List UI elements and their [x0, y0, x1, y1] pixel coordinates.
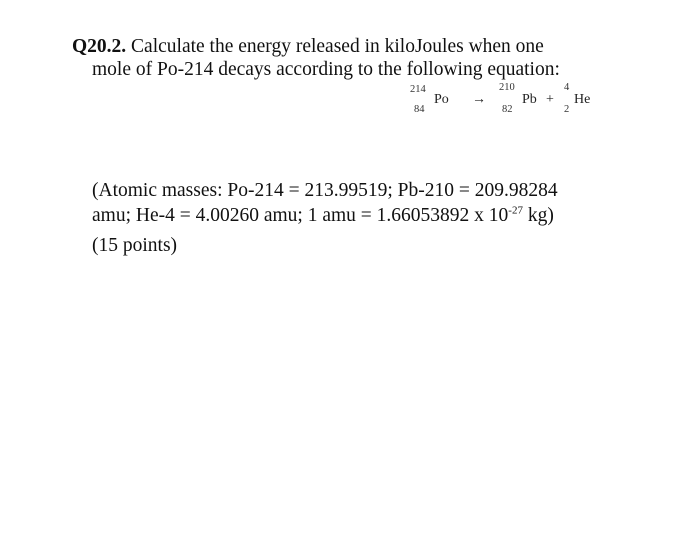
question-text-1: Calculate the energy released in kiloJoules when one [126, 36, 544, 57]
atomic-masses-line-2 [92, 205, 554, 227]
product2-atomic: 2 [564, 104, 570, 115]
atomic-masses-text-1: (Atomic masses: Po-214 = 213.99519; Pb-210 = 209.98284 [92, 180, 558, 201]
atomic-masses-text-3: kg) [522, 205, 554, 226]
decay-equation [408, 80, 608, 120]
question-line-2 [92, 59, 560, 81]
question-number: Q20.2. [72, 36, 127, 57]
question-line-1 [72, 36, 544, 58]
product2-mass: 4 [564, 82, 570, 93]
atomic-masses-text-2: amu; He-4 = 4.00260 amu; 1 amu = 1.66053892 x 10 [92, 205, 509, 226]
exponent: -27 [508, 204, 523, 217]
arrow-icon: → [472, 92, 486, 107]
product1-mass: 210 [499, 82, 515, 93]
product1-symbol: Pb [522, 92, 537, 107]
product2-symbol: He [574, 92, 591, 107]
product1-atomic: 82 [502, 104, 513, 115]
question-text-2: mole of Po-214 decays according to the following equation: [92, 59, 560, 80]
atomic-masses-line-1 [92, 180, 558, 202]
points-text: (15 points) [92, 235, 178, 256]
reactant-atomic: 84 [414, 104, 425, 115]
reactant-symbol: Po [434, 92, 449, 107]
points-line [92, 235, 177, 257]
plus-sign: + [546, 92, 554, 107]
reactant-mass: 214 [410, 84, 426, 95]
